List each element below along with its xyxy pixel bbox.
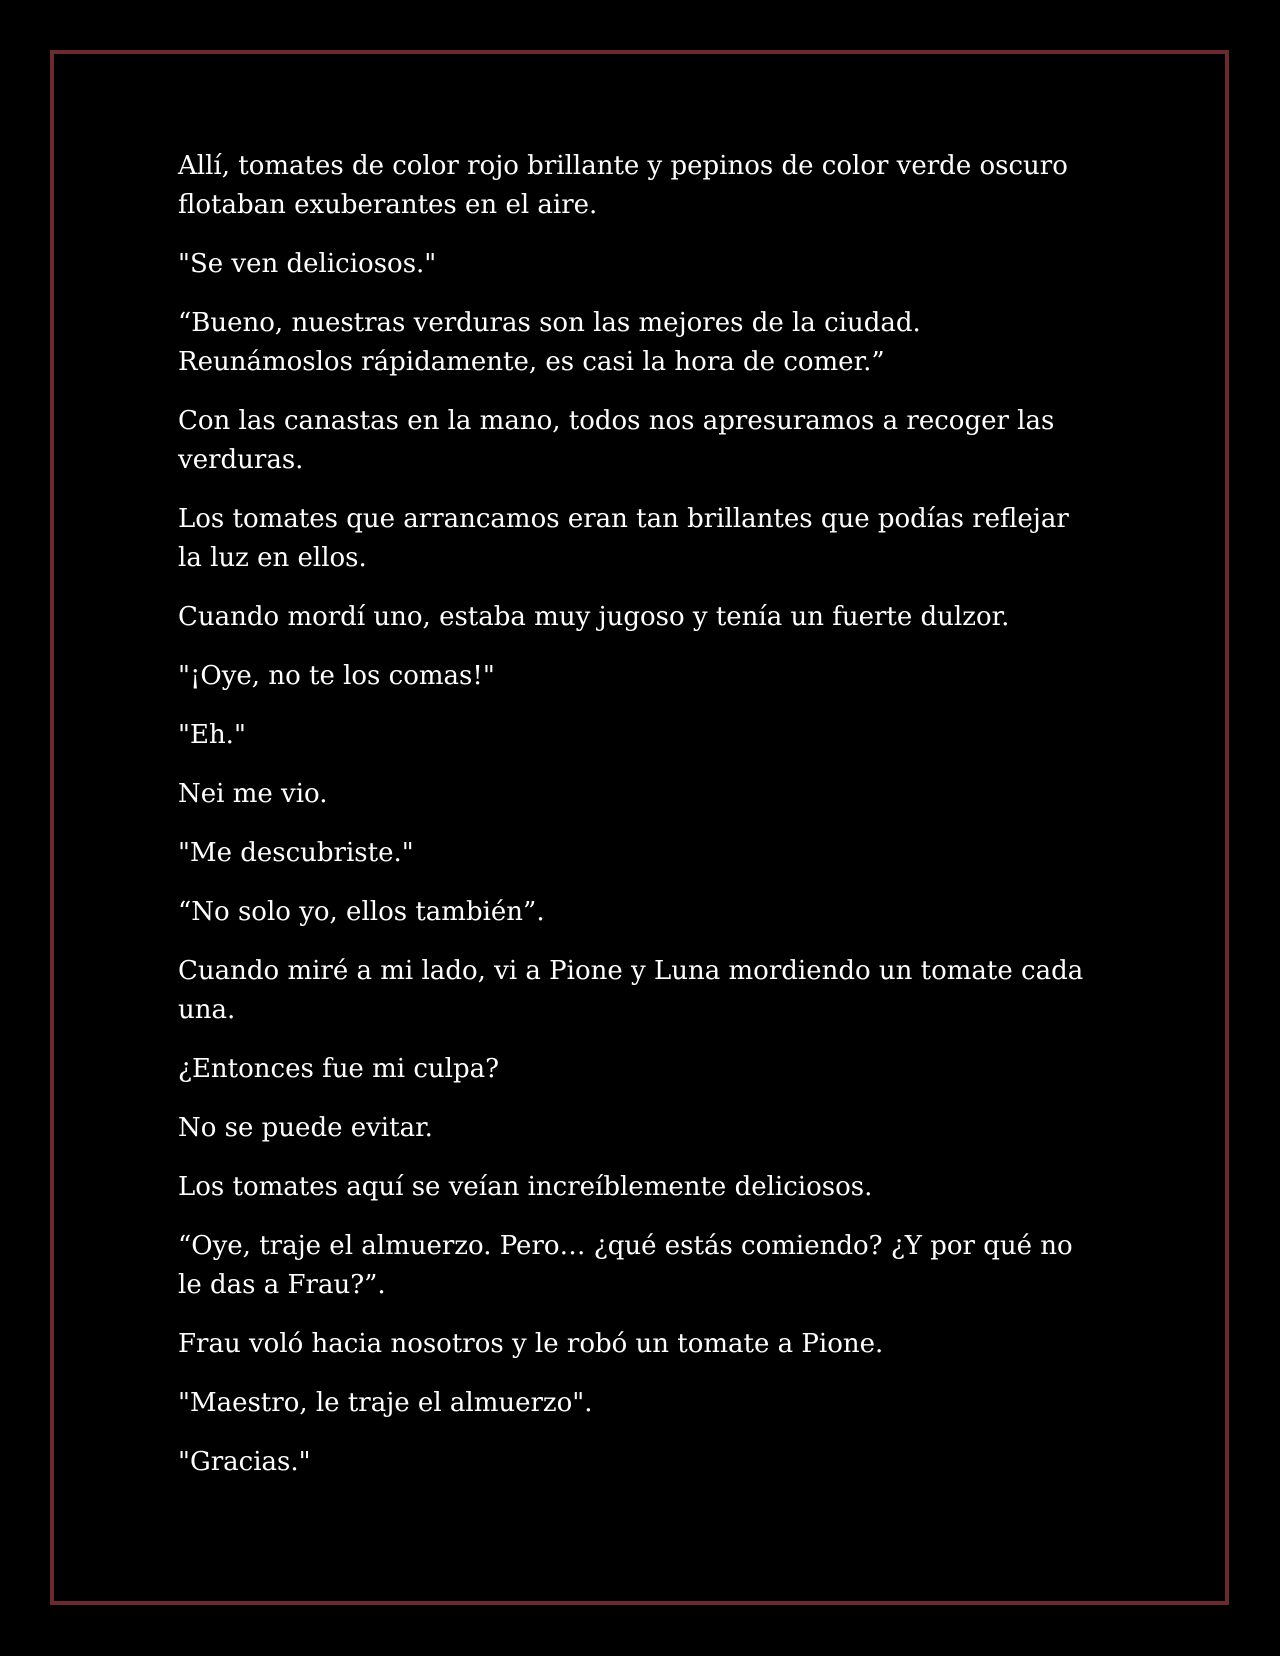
- paragraph: “Oye, traje el almuerzo. Pero… ¿qué estás comiendo? ¿Y por qué no le das a Frau?”.: [178, 1231, 1073, 1300]
- paragraph: Cuando mordí uno, estaba muy jugoso y tenía un fuerte dulzor.: [178, 602, 1010, 632]
- story-text: [178, 147, 1098, 1502]
- paragraph: Allí, tomates de color rojo brillante y pepinos de color verde oscuro flotaban exuberantes en el aire.: [178, 151, 1068, 220]
- paragraph: Los tomates aquí se veían increíblemente deliciosos.: [178, 1172, 873, 1202]
- paragraph: "Gracias.": [178, 1447, 311, 1477]
- paragraph: “No solo yo, ellos también”.: [178, 897, 545, 927]
- paragraph: Con las canastas en la mano, todos nos apresuramos a recoger las verduras.: [178, 406, 1055, 475]
- paragraph: Los tomates que arrancamos eran tan brillantes que podías reflejar la luz en ellos.: [178, 504, 1069, 573]
- paragraph: Cuando miré a mi lado, vi a Pione y Luna mordiendo un tomate cada una.: [178, 956, 1084, 1025]
- paragraph: “Bueno, nuestras verduras son las mejores de la ciudad. Reunámoslos rápidamente, es casi la hora de comer.”: [178, 308, 921, 377]
- paragraph: "¡Oye, no te los comas!": [178, 661, 495, 691]
- paragraph: "Eh.": [178, 720, 246, 750]
- paragraph: "Me descubriste.": [178, 838, 414, 868]
- paragraph: ¿Entonces fue mi culpa?: [178, 1054, 500, 1084]
- paragraph: Frau voló hacia nosotros y le robó un tomate a Pione.: [178, 1329, 884, 1359]
- paragraph: "Se ven deliciosos.": [178, 249, 437, 279]
- paragraph: No se puede evitar.: [178, 1113, 433, 1143]
- paragraph: Nei me vio.: [178, 779, 328, 809]
- paragraph: "Maestro, le traje el almuerzo".: [178, 1388, 593, 1418]
